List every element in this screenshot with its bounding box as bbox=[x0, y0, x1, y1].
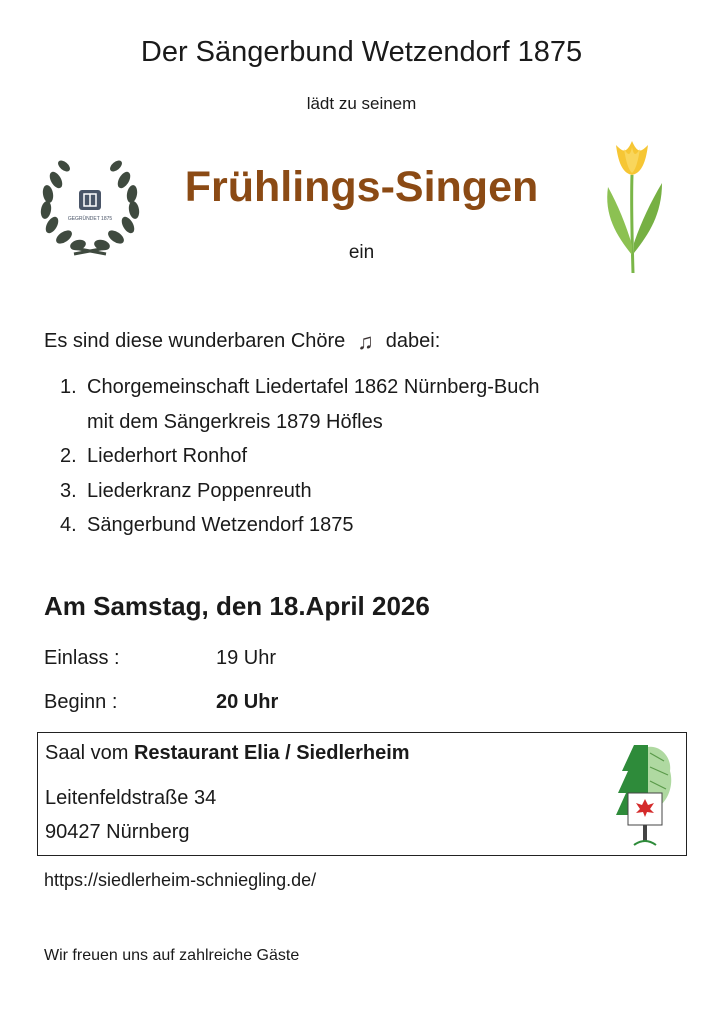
list-number: 4. bbox=[60, 514, 77, 536]
subtitle: lädt zu seinem bbox=[306, 94, 417, 113]
choirs-intro bbox=[44, 330, 440, 353]
choir-name: Liederhort Ronhof bbox=[87, 445, 248, 467]
connector-text: ein bbox=[348, 242, 375, 263]
choirs-intro-text: Es sind diese wunderbaren Chöre bbox=[44, 330, 346, 352]
choir-name: Liederkranz Poppenreuth bbox=[87, 479, 312, 502]
venue-city: 90427 Nürnberg bbox=[45, 821, 190, 843]
list-item bbox=[60, 508, 700, 543]
list-item bbox=[60, 474, 700, 509]
music-note-icon: ♫ bbox=[357, 328, 374, 354]
svg-text:GEGRÜNDET 1875: GEGRÜNDET 1875 bbox=[67, 216, 113, 222]
choir-name: Sängerbund Wetzendorf 1875 bbox=[87, 514, 354, 536]
event-title: Frühlings-Singen bbox=[184, 163, 539, 211]
choir-name-continued: mit dem Sängerkreis 1879 Höfles bbox=[87, 410, 383, 433]
choirs-intro-suffix: dabei: bbox=[385, 330, 441, 352]
einlass-label: Einlass : bbox=[44, 647, 120, 669]
closing-text: Wir freuen uns auf zahlreiche Gäste bbox=[44, 947, 300, 964]
list-item bbox=[60, 370, 700, 439]
page-title: Der Sängerbund Wetzendorf 1875 bbox=[140, 36, 583, 68]
list-item bbox=[60, 439, 700, 474]
website-link[interactable]: https://siedlerheim-schniegling.de/ bbox=[44, 870, 317, 890]
venue-prefix: Saal vom bbox=[45, 742, 134, 764]
siedlerheim-tree-logo bbox=[614, 741, 674, 849]
einlass-time: 19 Uhr bbox=[216, 647, 277, 669]
venue-name: Restaurant Elia / Siedlerheim bbox=[133, 742, 410, 764]
choir-list bbox=[60, 370, 700, 543]
list-number: 2. bbox=[60, 445, 77, 467]
choir-name: Chorgemeinschaft Liedertafel 1862 Nürnberg-Buch bbox=[87, 376, 540, 398]
beginn-label: Beginn : bbox=[44, 691, 118, 713]
list-number: 3. bbox=[60, 479, 77, 502]
venue-street: Leitenfeldstraße 34 bbox=[45, 787, 217, 809]
venue-box bbox=[37, 732, 687, 856]
list-number: 1. bbox=[60, 376, 77, 398]
event-date: Am Samstag, den 18.April 2026 bbox=[44, 591, 430, 621]
beginn-time: 20 Uhr bbox=[216, 691, 279, 713]
venue-line bbox=[45, 742, 410, 765]
